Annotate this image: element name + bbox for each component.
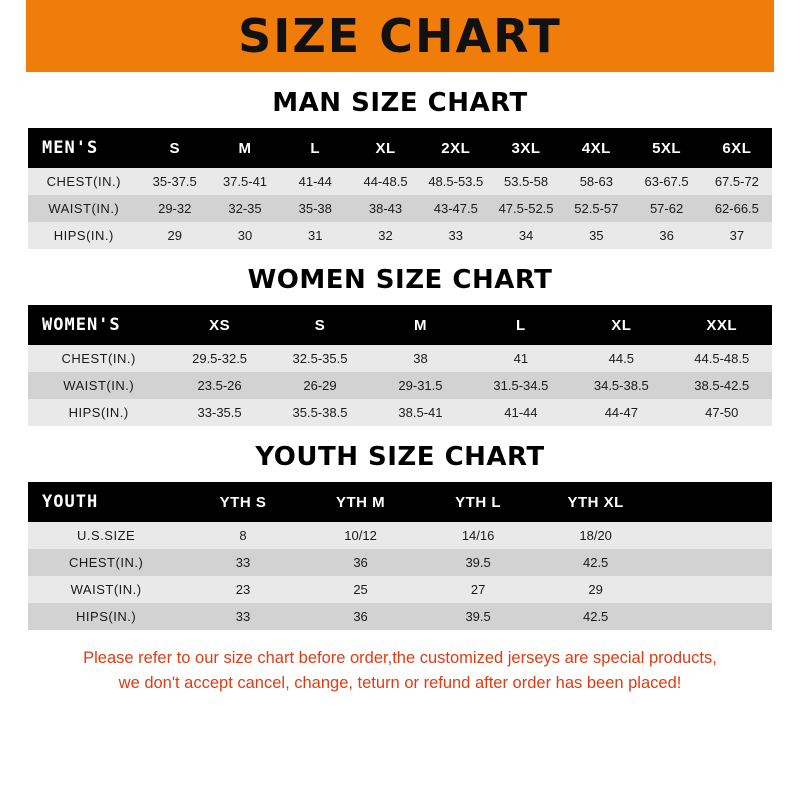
column-header: L xyxy=(280,128,350,168)
cell: 35 xyxy=(589,228,604,243)
cell: 32.5-35.5 xyxy=(292,351,348,366)
column-header: 3XL xyxy=(491,128,561,168)
youth-corner-label: YOUTH xyxy=(28,482,184,522)
cell: 41-44 xyxy=(298,174,332,189)
cell xyxy=(654,549,772,576)
cell: 29.5-32.5 xyxy=(192,351,248,366)
cell: 63-67.5 xyxy=(644,174,689,189)
men-size-table xyxy=(28,128,772,249)
table-row xyxy=(28,549,772,576)
cell: 31 xyxy=(308,228,323,243)
table-row xyxy=(28,195,772,222)
cell: 33 xyxy=(235,555,251,570)
table-header-row xyxy=(28,128,772,168)
note-line-1: Please refer to our size chart before order,the customized jerseys are special products, xyxy=(83,649,717,667)
cell: 38.5-41 xyxy=(398,405,443,420)
cell: 32-35 xyxy=(228,201,262,216)
cell: 47.5-52.5 xyxy=(498,201,554,216)
cell: 27 xyxy=(470,582,486,597)
women-section-title: WOMEN SIZE CHART xyxy=(247,265,553,295)
column-header: XL xyxy=(571,305,671,345)
table-row xyxy=(28,522,772,549)
column-header: XXL xyxy=(672,305,772,345)
cell: 30 xyxy=(237,228,253,243)
cell: 44-48.5 xyxy=(363,174,408,189)
cell: 34.5-38.5 xyxy=(593,378,649,393)
row-label: CHEST(IN.) xyxy=(61,351,136,366)
cell: 57-62 xyxy=(649,201,684,216)
column-header: S xyxy=(270,305,370,345)
note-line-2: we don't accept cancel, change, teturn or refund after order has been placed! xyxy=(118,673,682,692)
cell: 38.5-42.5 xyxy=(694,378,750,393)
cell: 41 xyxy=(513,351,529,366)
cell: 35-38 xyxy=(298,201,332,216)
cell: 44-47 xyxy=(604,405,638,420)
cell: 52.5-57 xyxy=(574,201,619,216)
column-header: S xyxy=(140,128,210,168)
table-row xyxy=(28,399,772,426)
cell xyxy=(654,603,772,630)
cell: 29-31.5 xyxy=(398,378,443,393)
row-label: WAIST(IN.) xyxy=(63,378,135,393)
cell xyxy=(654,522,772,549)
cell: 25 xyxy=(353,582,368,597)
cell: 36 xyxy=(353,555,368,570)
column-header: XL xyxy=(350,128,420,168)
cell: 42.5 xyxy=(582,609,609,624)
column-header: XS xyxy=(169,305,269,345)
cell: 35.5-38.5 xyxy=(292,405,348,420)
cell: 62-66.5 xyxy=(714,201,759,216)
column-header: YTH M xyxy=(302,482,420,522)
cell: 37.5-41 xyxy=(222,174,268,189)
cell xyxy=(654,576,772,603)
women-corner-label: WOMEN'S xyxy=(28,305,169,345)
cell: 38 xyxy=(413,351,428,366)
cell: 35-37.5 xyxy=(152,174,197,189)
banner-right-edge xyxy=(774,0,800,72)
cell: 39.5 xyxy=(465,609,491,624)
column-header: 4XL xyxy=(561,128,631,168)
cell: 44.5 xyxy=(608,351,634,366)
footer-note xyxy=(28,646,772,696)
column-header: 5XL xyxy=(631,128,701,168)
cell: 18/20 xyxy=(579,528,612,543)
column-header: YTH S xyxy=(184,482,302,522)
cell: 29-32 xyxy=(158,201,192,216)
table-header-row xyxy=(28,305,772,345)
cell: 31.5-34.5 xyxy=(493,378,549,393)
cell: 39.5 xyxy=(465,555,491,570)
row-label: HIPS(IN.) xyxy=(68,405,129,420)
cell: 67.5-72 xyxy=(714,174,759,189)
table-row xyxy=(28,222,772,249)
women-size-table xyxy=(28,305,772,426)
row-label: CHEST(IN.) xyxy=(46,174,121,189)
column-header: L xyxy=(471,305,571,345)
column-header xyxy=(654,482,772,522)
cell: 42.5 xyxy=(582,555,609,570)
page-title: SIZE CHART xyxy=(238,9,562,63)
cell: 58-63 xyxy=(579,174,613,189)
cell: 32 xyxy=(378,228,393,243)
men-corner-label: MEN'S xyxy=(28,128,140,168)
cell: 33-35.5 xyxy=(197,405,242,420)
cell: 47-50 xyxy=(705,405,739,420)
column-header: M xyxy=(210,128,280,168)
cell: 43-47.5 xyxy=(433,201,478,216)
row-label: HIPS(IN.) xyxy=(76,609,137,624)
cell: 36 xyxy=(659,228,674,243)
banner-left-edge xyxy=(0,0,26,72)
cell: 26-29 xyxy=(303,378,337,393)
table-row xyxy=(28,576,772,603)
cell: 53.5-58 xyxy=(504,174,549,189)
column-header: YTH XL xyxy=(537,482,655,522)
table-row xyxy=(28,372,772,399)
cell: 29 xyxy=(588,582,603,597)
column-header: 2XL xyxy=(421,128,491,168)
cell: 44.5-48.5 xyxy=(694,351,750,366)
cell: 38-43 xyxy=(368,201,403,216)
table-row xyxy=(28,168,772,195)
cell: 37 xyxy=(729,228,745,243)
youth-section-title: YOUTH SIZE CHART xyxy=(255,442,545,472)
header-banner xyxy=(0,0,800,72)
youth-size-table xyxy=(28,482,772,630)
men-section-title: MAN SIZE CHART xyxy=(272,88,528,118)
row-label: HIPS(IN.) xyxy=(53,228,114,243)
cell: 36 xyxy=(353,609,368,624)
cell: 33 xyxy=(448,228,464,243)
table-row xyxy=(28,345,772,372)
cell: 10/12 xyxy=(344,528,377,543)
cell: 14/16 xyxy=(461,528,495,543)
row-label: WAIST(IN.) xyxy=(70,582,142,597)
cell: 41-44 xyxy=(504,405,538,420)
cell: 34 xyxy=(518,228,534,243)
row-label: U.S.SIZE xyxy=(77,528,136,543)
cell: 33 xyxy=(235,609,251,624)
cell: 48.5-53.5 xyxy=(428,174,484,189)
column-header: YTH L xyxy=(419,482,537,522)
column-header: M xyxy=(370,305,470,345)
row-label: CHEST(IN.) xyxy=(68,555,144,570)
table-header-row xyxy=(28,482,772,522)
chart-content xyxy=(0,88,800,696)
row-label: WAIST(IN.) xyxy=(48,201,120,216)
cell: 23 xyxy=(235,582,251,597)
table-row xyxy=(28,603,772,630)
cell: 8 xyxy=(239,528,247,543)
cell: 23.5-26 xyxy=(197,378,242,393)
cell: 29 xyxy=(167,228,182,243)
column-header: 6XL xyxy=(702,128,772,168)
